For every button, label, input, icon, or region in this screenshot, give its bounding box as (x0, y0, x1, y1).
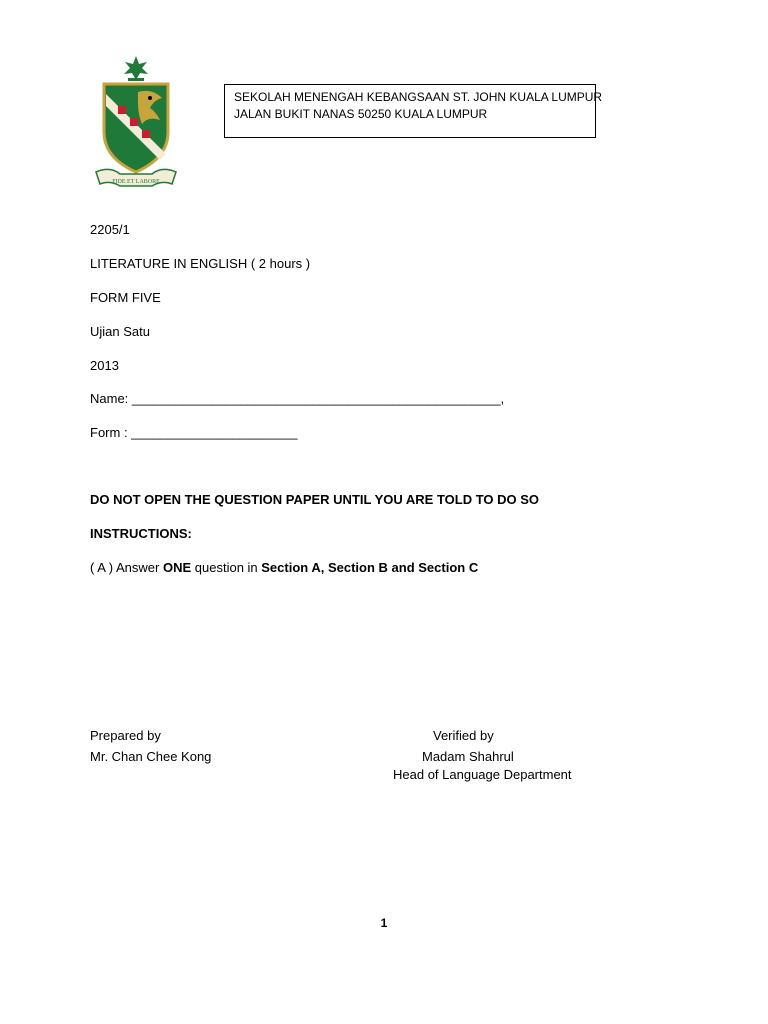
paper-code: 2205/1 (90, 222, 130, 237)
school-name-box (224, 84, 603, 138)
test-name: Ujian Satu (90, 324, 150, 339)
instructions-heading: INSTRUCTIONS: (90, 526, 192, 541)
school-crest-logo (90, 54, 182, 192)
instruction-a-middle: question in (191, 560, 262, 575)
exam-notice: DO NOT OPEN THE QUESTION PAPER UNTIL YOU ARE TOLD TO DO SO (90, 492, 540, 507)
prepared-by-name: Mr. Chan Chee Kong (90, 749, 212, 764)
verified-by-name: Madam Shahrul (422, 749, 514, 764)
crest-motto: FIDE ET LABORE (112, 179, 160, 185)
verified-by-title: Head of Language Department (393, 767, 572, 782)
form-level: FORM FIVE (90, 290, 161, 305)
school-address: JALAN BUKIT NANAS 50250 KUALA LUMPUR (234, 107, 488, 121)
crest-star (124, 56, 148, 80)
name-field: Name: ___________________________________________________, (90, 391, 505, 406)
verified-by-label: Verified by (433, 728, 494, 743)
instruction-a-sections: Section A, Section B and Section C (261, 560, 479, 575)
school-name: SEKOLAH MENENGAH KEBANGSAAN ST. JOHN KUALA LUMPUR (234, 90, 603, 104)
instruction-a-prefix: ( A ) Answer (90, 560, 163, 575)
exam-year: 2013 (90, 358, 119, 373)
form-field: Form : _______________________ (90, 425, 298, 440)
prepared-by-label: Prepared by (90, 728, 161, 743)
paper-subject: LITERATURE IN ENGLISH ( 2 hours ) (90, 256, 311, 271)
instruction-a (90, 560, 478, 575)
instruction-a-one: ONE (162, 560, 192, 575)
page-number: 1 (380, 916, 388, 930)
